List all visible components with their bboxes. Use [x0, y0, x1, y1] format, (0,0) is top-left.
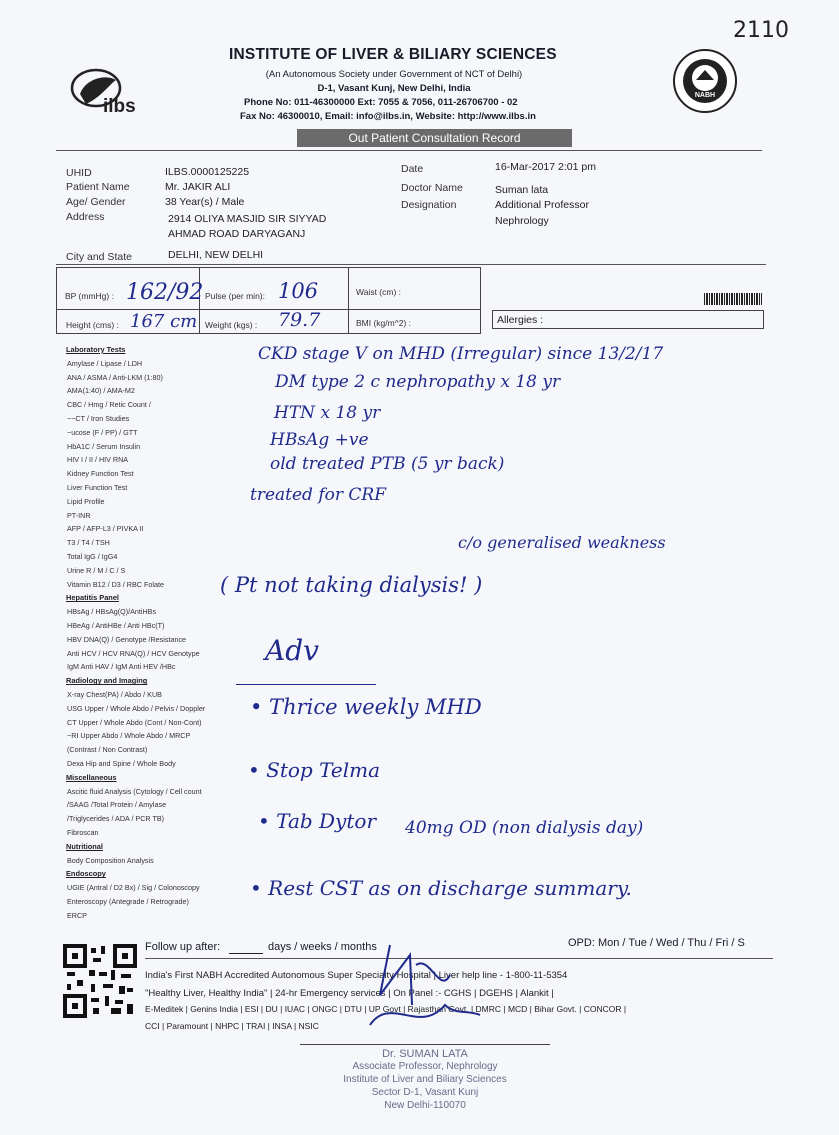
date-value: 16-Mar-2017 2:01 pm — [495, 161, 596, 173]
age-gender-label: Age/ Gender — [66, 196, 126, 208]
lab-test-item: Vitamin B12 / D3 / RBC Folate — [67, 579, 164, 589]
vitals-vline2 — [348, 267, 349, 334]
stamp-city: New Delhi-110070 — [384, 1100, 466, 1111]
lab-test-item: Liver Function Test — [67, 483, 128, 492]
note-complaint: c/o generalised weakness — [458, 533, 666, 552]
lab-test-item: Lipid Profile — [67, 496, 105, 506]
footer-line4: CCI | Paramount | NHPC | TRAI | INSA | NSIC — [145, 1021, 319, 1031]
lab-section-heading: Miscellaneous — [66, 772, 117, 782]
institute-fax: Fax No: 46300010, Email: info@ilbs.in, Website: http://www.ilbs.in — [240, 111, 536, 122]
uhid-label: UHID — [66, 167, 92, 179]
note-ckd: CKD stage V on MHD (Irregular) since 13/2/17 — [258, 344, 664, 364]
note-ptb: old treated PTB (5 yr back) — [270, 454, 505, 474]
lab-test-item: CT Upper / Whole Abdo (Cont / Non-Cont) — [67, 717, 202, 727]
uhid-value: ILBS.0000125225 — [165, 166, 250, 178]
lab-test-item: −ucose (F / PP) / GTT — [67, 427, 138, 437]
allergies-label: Allergies : — [497, 314, 544, 326]
address-line1: 2914 OLIYA MASJID SIR SIYYAD — [168, 213, 327, 225]
lab-section-heading: Nutritional — [66, 841, 103, 851]
lab-test-item: AMA(1:40) / AMA-M2 — [67, 386, 135, 396]
lab-test-item: HBeAg / AntiHBe / Anti HBc(T) — [67, 621, 165, 630]
lab-test-item: CBC / Hmg / Retic Count / — [67, 400, 151, 410]
lab-test-item: HBsAg / HBsAg(Q)/AntiHBs — [67, 607, 157, 617]
header-rule — [56, 150, 762, 151]
institute-subtitle: (An Autonomous Society under Government of NCT of Delhi) — [265, 69, 523, 80]
height-value: 167 cm — [130, 311, 198, 332]
vitals-hline — [56, 309, 481, 310]
institute-title: INSTITUTE OF LIVER & BILIARY SCIENCES — [229, 46, 557, 63]
waist-label: Waist (cm) : — [356, 287, 402, 297]
department-value: Nephrology — [495, 215, 549, 227]
lab-test-item: Fibroscan — [67, 828, 99, 837]
lab-test-item: T3 / T4 / TSH — [67, 538, 110, 548]
lab-section-heading: Laboratory Tests — [66, 345, 126, 354]
note-stop-telma: • Stop Telma — [248, 758, 381, 782]
stamp-line — [300, 1044, 550, 1045]
note-dytor-dose: 40mg OD (non dialysis day) — [405, 818, 644, 838]
footer-line2: "Healthy Liver, Healthy India" | 24-hr Emergency services | On Panel :- CGHS | DGEHS | Alankit | — [145, 988, 554, 999]
lab-test-item: ANA / ASMA / Anti-LKM (1:80) — [67, 372, 163, 382]
lab-test-item: Amylase / Lipase / LDH — [67, 358, 143, 368]
lab-section-heading: Hepatitis Panel — [66, 593, 119, 603]
pulse-label: Pulse (per min): — [205, 291, 265, 301]
height-label: Height (cms) : — [66, 320, 119, 330]
lab-test-item: Urine R / M / C / S — [67, 565, 126, 575]
designation-value: Additional Professor — [495, 199, 589, 211]
note-hbsag: HBsAg +ve — [270, 430, 369, 450]
lab-section-heading: Endoscopy — [66, 869, 106, 879]
bmi-label: BMI (kg/m^2) : — [356, 318, 411, 328]
lab-test-item: HBV DNA(Q) / Genotype /Resistance — [67, 634, 187, 644]
institute-phone: Phone No: 011-46300000 Ext: 7055 & 7056, 011-26706700 - 02 — [244, 97, 518, 108]
patient-name-value: Mr. JAKIR ALI — [165, 181, 231, 193]
lab-test-item: X-ray Chest(PA) / Abdo / KUB — [67, 690, 162, 699]
note-tab-dytor: • Tab Dytor — [258, 809, 376, 833]
follow-up-blank — [229, 953, 263, 954]
lab-section-heading: Radiology and Imaging — [66, 676, 148, 686]
vitals-box — [56, 267, 481, 334]
lab-test-item: USG Upper / Whole Abdo / Pelvis / Doppler — [67, 703, 206, 713]
bp-label: BP (mmHg) : — [65, 291, 114, 301]
qr-code — [63, 944, 137, 1018]
lab-test-item: HbA1C / Serum Insulin — [67, 441, 141, 451]
pulse-value: 106 — [278, 279, 319, 303]
qr-code-icon — [63, 944, 137, 1018]
note-crf: treated for CRF — [250, 485, 386, 505]
lab-test-item: ERCP — [67, 910, 87, 920]
lab-test-item: (Contrast / Non Contrast) — [67, 745, 148, 755]
date-label: Date — [401, 163, 424, 175]
note-dm: DM type 2 c nephropathy x 18 yr — [275, 372, 561, 392]
lab-test-item: Anti HCV / HCV RNA(Q) / HCV Genotype — [67, 648, 200, 658]
lab-test-item: −−CT / Iron Studies — [67, 414, 130, 423]
opd-days: OPD: Mon / Tue / Wed / Thu / Fri / S — [568, 937, 745, 949]
stamp-designation: Associate Professor, Nephrology — [352, 1061, 498, 1072]
follow-up-units: days / weeks / months — [268, 941, 377, 953]
note-adv: Adv — [265, 634, 319, 667]
lab-test-item: /Triglycerides / ADA / PCR TB) — [67, 814, 165, 824]
stamp-institute: Institute of Liver and Biliary Sciences — [343, 1074, 507, 1085]
lab-test-item: UGIE (Antral / D2 Bx) / Sig / Colonoscopy — [67, 883, 200, 893]
age-gender-value: 38 Year(s) / Male — [165, 196, 245, 208]
city-state-value: DELHI, NEW DELHI — [168, 249, 264, 261]
weight-value: 79.7 — [278, 309, 321, 331]
note-htn: HTN x 18 yr — [274, 403, 381, 423]
lab-test-item: AFP / AFP-L3 / PIVKA II — [67, 524, 144, 534]
doctor-signature — [350, 935, 490, 1045]
institute-address: D-1, Vasant Kunj, New Delhi, India — [317, 83, 471, 94]
footer-line3: E-Meditek | Genins India | ESI | DU | IUAC | ONGC | DTU | UP Govt | Rajasthan Govt. | DMRC | MCD | Bihar Govt. | CONCOR | — [145, 1004, 627, 1014]
record-title-banner: Out Patient Consultation Record — [297, 129, 572, 147]
nabh-seal-text: NABH — [694, 92, 716, 99]
nabh-seal — [672, 48, 738, 114]
barcode — [704, 293, 762, 305]
designation-label: Designation — [401, 199, 457, 211]
patient-rule — [56, 264, 766, 265]
lab-test-item: −RI Upper Abdo / Whole Abdo / MRCP — [67, 731, 191, 741]
lab-test-item: Body Composition Analysis — [67, 855, 154, 865]
lab-test-item: Ascitic fluid Analysis (Cytology / Cell count — [67, 786, 202, 796]
patient-name-label: Patient Name — [66, 181, 130, 193]
weight-label: Weight (kgs) : — [205, 320, 258, 330]
logo-text: ilbs — [103, 96, 136, 117]
lab-test-item: PT-INR — [67, 510, 91, 520]
bp-value: 162/92 — [126, 280, 204, 305]
city-state-label: City and State — [66, 251, 132, 263]
lab-test-item: /SAAG /Total Protein / Amylase — [67, 800, 167, 810]
doctor-name-label: Doctor Name — [401, 182, 463, 194]
corner-note: 2110 — [733, 18, 789, 43]
adv-underline — [236, 684, 376, 685]
lab-test-item: HIV I / II / HIV RNA — [67, 455, 129, 465]
nabh-seal-icon — [672, 48, 738, 114]
lab-test-item: Total IgG / IgG4 — [67, 552, 118, 561]
lab-test-item: IgM Anti HAV / IgM Anti HEV /HBc — [67, 662, 176, 672]
note-dialysis: ( Pt not taking dialysis! ) — [220, 573, 483, 597]
follow-up-label: Follow up after: — [145, 941, 221, 953]
lab-test-item: Enteroscopy (Antegrade / Retrograde) — [67, 897, 189, 906]
stamp-sector: Sector D-1, Vasant Kunj — [371, 1087, 479, 1098]
doctor-name-value: Suman lata — [495, 184, 549, 196]
stamp-doctor-name: Dr. SUMAN LATA — [382, 1048, 468, 1060]
footer-line1: India's First NABH Accredited Autonomous Super Specialty Hospital | Liver help line - 1-800-11-5354 — [145, 970, 568, 981]
address-label: Address — [66, 211, 105, 223]
lab-test-item: Dexa Hip and Spine / Whole Body — [67, 759, 176, 768]
lab-test-item: Kidney Function Test — [67, 469, 134, 479]
note-rest-cst: • Rest CST as on discharge summary. — [250, 876, 632, 900]
address-line2: AHMAD ROAD DARYAGANJ — [168, 228, 306, 240]
ilbs-logo — [66, 64, 146, 120]
note-mhd: • Thrice weekly MHD — [250, 695, 482, 719]
